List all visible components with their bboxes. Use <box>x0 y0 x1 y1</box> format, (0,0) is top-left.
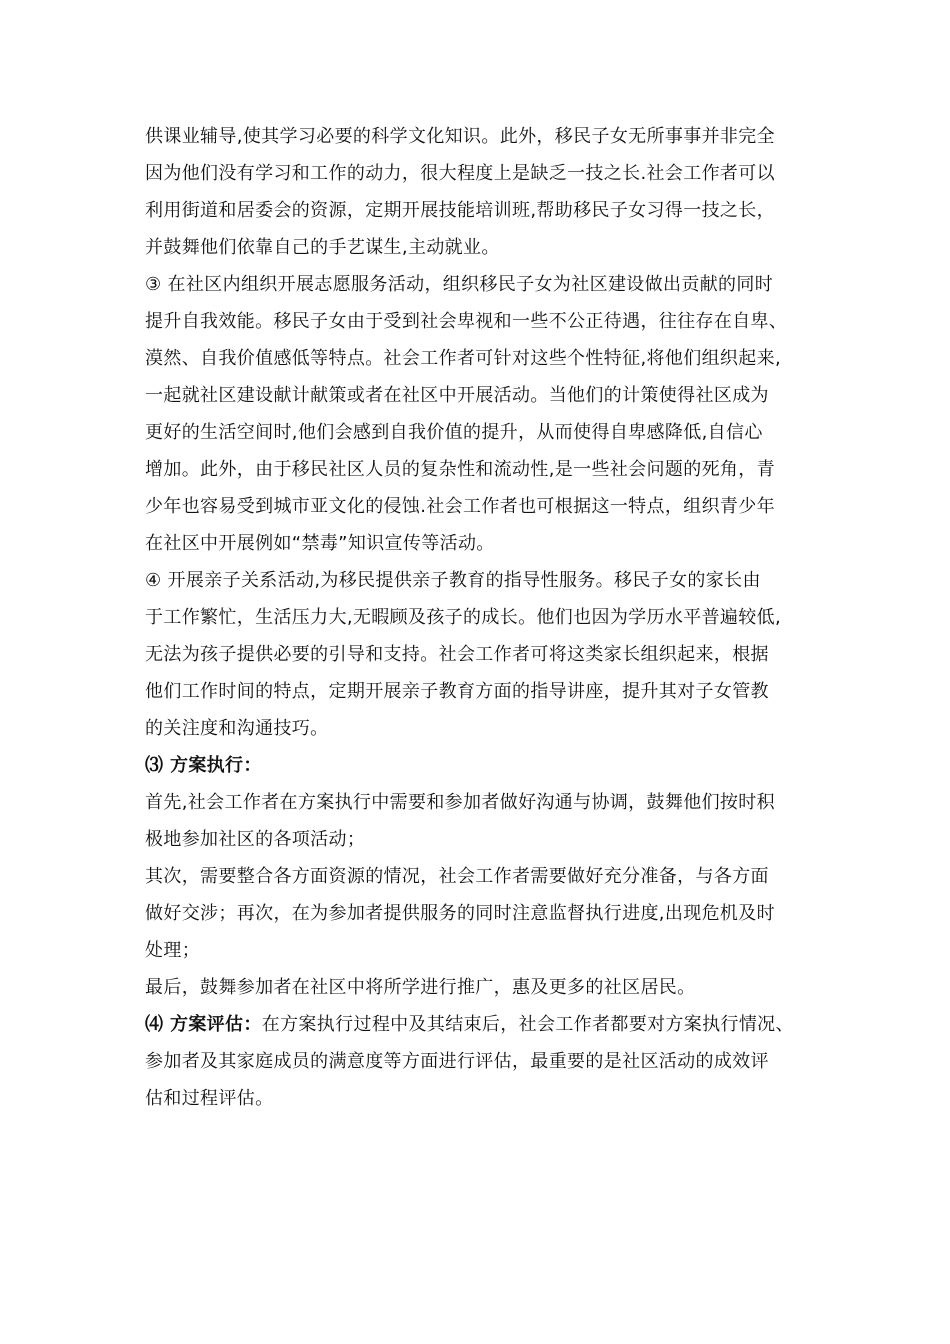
list-item-3-line: ③ 在社区内组织开展志愿服务活动，组织移民子女为社区建设做出贡献的同时 <box>145 274 774 295</box>
list-item-4-line: ④ 开展亲子关系活动,为移民提供亲子教育的指导性服务。移民子女的家长由 <box>145 570 761 591</box>
section-3-line: 其次，需要整合各方面资源的情况，社会工作者需要做好充分准备，与各方面 <box>145 866 769 887</box>
section-4-line: 参加者及其家庭成员的满意度等方面进行评估，最重要的是社区活动的成效评 <box>145 1051 769 1072</box>
paragraph-line: 漠然、自我价值感低等特点。社会工作者可针对这些个性特征,将他们组织起来, <box>145 348 782 369</box>
paragraph-line: 于工作繁忙，生活压力大,无暇顾及孩子的成长。他们也因为学历水平普遍较低, <box>145 607 782 628</box>
paragraph-line: 在社区中开展例如“禁毒”知识宣传等活动。 <box>145 533 495 554</box>
document-body <box>145 118 810 1117</box>
paragraph-line: 少年也容易受到城市亚文化的侵蚀.社会工作者也可根据这一特点，组织青少年 <box>145 496 775 517</box>
paragraph-line: 一起就社区建设献计献策或者在社区中开展活动。当他们的计策使得社区成为 <box>145 385 769 406</box>
section-4-heading: ⑷ 方案评估： <box>145 1014 262 1035</box>
section-3-line: 最后，鼓舞参加者在社区中将所学进行推广，惠及更多的社区居民。 <box>145 977 696 998</box>
section-3-line: 处理； <box>145 940 201 961</box>
paragraph-line: 更好的生活空间时,他们会感到自我价值的提升，从而使得自卑感降低,自信心 <box>145 422 763 443</box>
section-3-line: 极地参加社区的各项活动； <box>145 829 366 850</box>
paragraph-line: 利用街道和居委会的资源，定期开展技能培训班,帮助移民子女习得一技之长， <box>145 200 775 221</box>
paragraph-line: 提升自我效能。移民子女由于受到社会卑视和一些不公正待遇，往往存在自卑、 <box>145 311 788 332</box>
section-3-line: 做好交涉；再次，在为参加者提供服务的同时注意监督执行进度,出现危机及时 <box>145 903 775 924</box>
section-3-heading: ⑶ 方案执行： <box>145 755 262 776</box>
section-4-line: 估和过程评估。 <box>145 1088 274 1109</box>
section-4-first-text: 在方案执行过程中及其结束后，社会工作者都要对方案执行情况、 <box>261 1014 794 1035</box>
paragraph-line: 供课业辅导,使其学习必要的科学文化知识。此外，移民子女无所事事并非完全 <box>145 126 775 147</box>
paragraph-line: 的关注度和沟通技巧。 <box>145 718 329 739</box>
paragraph-line: 他们工作时间的特点，定期开展亲子教育方面的指导讲座，提升其对子女管教 <box>145 681 769 702</box>
paragraph-line: 并鼓舞他们依靠自己的手艺谋生,主动就业。 <box>145 237 500 258</box>
paragraph-line: 增加。此外，由于移民社区人员的复杂性和流动性,是一些社会问题的死角，青 <box>145 459 775 480</box>
paragraph-line: 无法为孩子提供必要的引导和支持。社会工作者可将这类家长组织起来，根据 <box>145 644 769 665</box>
paragraph-line: 因为他们没有学习和工作的动力，很大程度上是缺乏一技之长.社会工作者可以 <box>145 163 775 184</box>
section-3-line: 首先,社会工作者在方案执行中需要和参加者做好沟通与协调，鼓舞他们按时积 <box>145 792 775 813</box>
section-4-first-line <box>145 1006 810 1043</box>
